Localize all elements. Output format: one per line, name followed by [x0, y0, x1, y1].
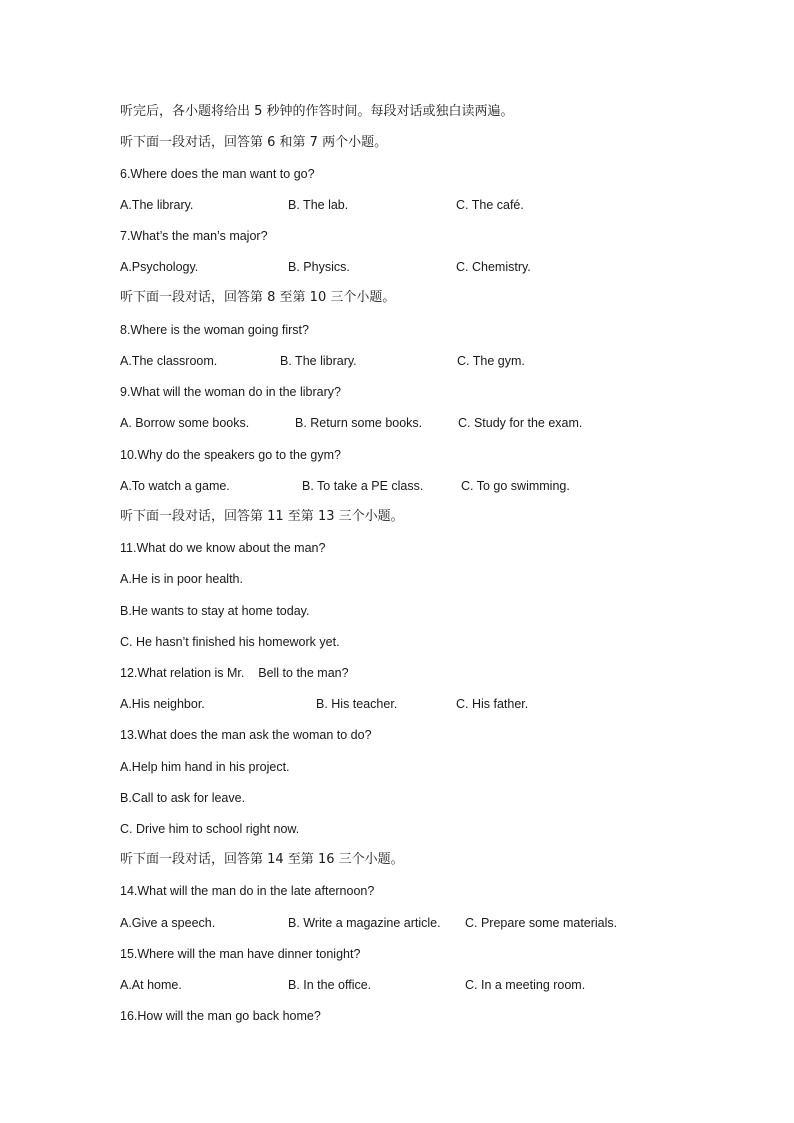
section-heading: 听下面一段对话，回答第 8 至第 10 三个小题。	[120, 290, 396, 305]
question-stem: 8.Where is the woman going first?	[120, 323, 309, 337]
option-row	[120, 353, 525, 369]
option-a: A. Borrow some books.	[120, 416, 250, 430]
option-c: C. Prepare some materials.	[465, 916, 618, 930]
option-a: A.Psychology.	[120, 260, 199, 274]
answer-time-instruction: 听完后，各小题将给出 5 秒钟的作答时间。每段对话或独白读两遍。	[120, 104, 514, 119]
option-c: C. His father.	[456, 697, 529, 711]
question-stem: 7.What’s the man’s major?	[120, 229, 268, 243]
section-heading: 听下面一段对话，回答第 6 和第 7 两个小题。	[120, 135, 388, 150]
option-c: C. Chemistry.	[456, 260, 531, 274]
option-line: C. Drive him to school right now.	[120, 822, 300, 836]
option-b: B. The library.	[280, 354, 357, 368]
question-stem: 9.What will the woman do in the library?	[120, 385, 341, 399]
option-line: A.He is in poor health.	[120, 572, 243, 586]
option-line: B.He wants to stay at home today.	[120, 604, 310, 618]
question-stem: 6.Where does the man want to go?	[120, 167, 315, 181]
option-row	[120, 415, 583, 431]
option-b: B. In the office.	[288, 978, 372, 992]
option-a: A.The classroom.	[120, 354, 218, 368]
question-stem: 14.What will the man do in the late afternoon?	[120, 884, 375, 898]
option-a: A.The library.	[120, 198, 194, 212]
option-c: C. In a meeting room.	[465, 978, 586, 992]
option-c: C. The gym.	[457, 354, 525, 368]
question-stem: 16.How will the man go back home?	[120, 1009, 321, 1023]
option-row	[120, 915, 618, 931]
option-row	[120, 259, 531, 275]
option-b: B. Physics.	[288, 260, 350, 274]
option-c: C. To go swimming.	[461, 479, 570, 493]
section-heading: 听下面一段对话，回答第 11 至第 13 三个小题。	[120, 509, 404, 524]
option-row	[120, 197, 524, 213]
option-b: B. His teacher.	[316, 697, 398, 711]
option-a: A.To watch a game.	[120, 479, 230, 493]
option-b: B. The lab.	[288, 198, 349, 212]
option-b: B. Return some books.	[295, 416, 423, 430]
section-heading: 听下面一段对话，回答第 14 至第 16 三个小题。	[120, 852, 404, 867]
option-row	[120, 977, 586, 993]
option-line: B.Call to ask for leave.	[120, 791, 246, 805]
option-row	[120, 696, 529, 712]
option-line: C. He hasn’t finished his homework yet.	[120, 635, 340, 649]
option-a: A.At home.	[120, 978, 182, 992]
option-c: C. Study for the exam.	[458, 416, 583, 430]
option-b: B. To take a PE class.	[302, 479, 424, 493]
option-a: A.His neighbor.	[120, 697, 205, 711]
option-line: A.Help him hand in his project.	[120, 760, 290, 774]
question-stem: 11.What do we know about the man?	[120, 541, 326, 555]
question-stem: 10.Why do the speakers go to the gym?	[120, 448, 341, 462]
question-stem: 12.What relation is Mr. Bell to the man?	[120, 666, 349, 680]
question-stem: 15.Where will the man have dinner tonight?	[120, 947, 361, 961]
option-b: B. Write a magazine article.	[288, 916, 441, 930]
option-row	[120, 478, 570, 494]
option-c: C. The café.	[456, 198, 524, 212]
question-stem: 13.What does the man ask the woman to do?	[120, 728, 372, 742]
option-a: A.Give a speech.	[120, 916, 216, 930]
